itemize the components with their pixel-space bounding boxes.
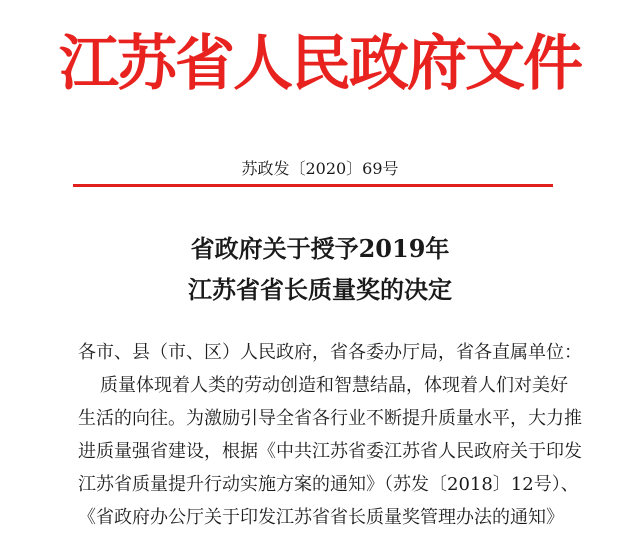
body-line: 《省政府办公厅关于印发江苏省省长质量奖管理办法的通知》 [78, 507, 564, 528]
document-title-line-1: 省政府关于授予2019年 [190, 234, 450, 263]
body-line: 生活的向往。为激励引导全省各行业不断提升质量水平，大力推 [78, 408, 582, 429]
document-title-line-2: 江苏省省长质量奖的决定 [188, 275, 452, 304]
red-divider-rule [73, 184, 553, 187]
issuer-header-title: 江苏省人民政府文件 [59, 29, 581, 99]
body-line: 进质量强省建设，根据《中共江苏省委江苏省人民政府关于印发 [78, 441, 582, 462]
body-line: 江苏省质量提升行动实施方案的通知》（苏发〔2018〕12号）、 [78, 474, 579, 495]
addressee-line: 各市、县（市、区）人民政府，省各委办厅局，省各直属单位： [78, 342, 582, 363]
document-number: 苏政发〔2020〕69号 [241, 159, 399, 178]
body-line: 质量体现着人类的劳动创造和智慧结晶，体现着人们对美好 [100, 375, 568, 396]
